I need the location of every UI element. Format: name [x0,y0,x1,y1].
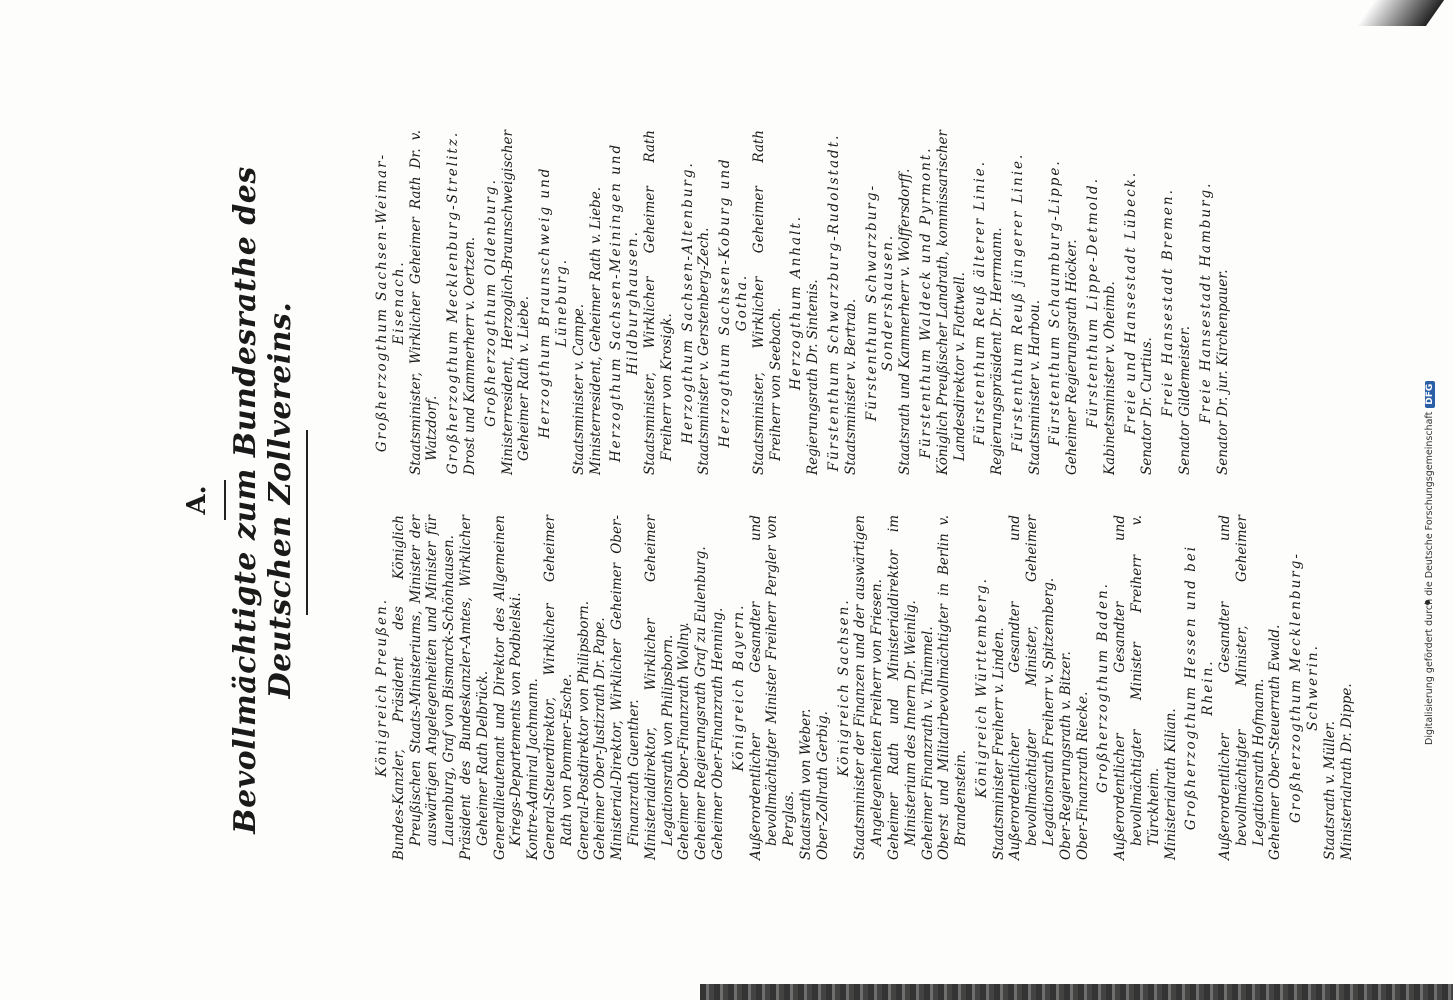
state-heading: Herzogthum Sachsen-Koburg und Gotha. [717,157,750,448]
delegate-entry: Ministerialrath Dr. Dippe. [1338,683,1355,860]
delegate-entry: Geheimer Ober-Steuerrath Ewald. [1267,624,1284,860]
dfg-logo: DFG [1425,381,1435,408]
state-heading: Königreich Bayern. [730,603,747,772]
delegate-entry: Staatsminister v. Harbou. [1026,300,1043,475]
delegate-entry: Oberst und Militairbevollmächtigter in Berlin v. Brandenstein. [936,515,970,860]
delegate-entry: Staatsminister Freiherr v. Linden. [990,627,1007,860]
state-heading: Großherzogthum Hessen und bei Rhein. [1183,544,1217,831]
delegate-entry: Staatsminister v. Campe. [570,303,587,475]
delegate-entry: Außerordentlicher Gesandter und bevollmächtigter Minister, Geheimer Legationsrath Hofmann. [1217,515,1267,860]
delegate-entry: Staatsminister v. Bertrab. [842,298,859,475]
delegate-entry: Geheimer Finanzrath v. Thümmel. [919,626,936,860]
delegate-entry: Geheimer Ober-Finanzrath Henning. [709,607,726,860]
delegate-entry: Ober-Regierungsrath v. Bitzer. [1057,651,1074,860]
section-letter: A. [182,485,212,515]
state-heading: Freie Hansestadt Bremen. [1160,188,1177,417]
delegate-entry: Ministerial-Direktor, Wirklicher Geheimer Ober-Finanzrath Guenther. [609,515,642,860]
delegate-entry: Regierungsrath Dr. Sintenis. [805,279,822,475]
delegate-entry: Staatsminister der Finanzen und der auswärtigen Angelegenheiten Freiherr von Friesen. [852,515,886,860]
heading-rule [224,480,226,520]
state-heading: Fürstenthum Lippe-Detmold. [1085,177,1102,428]
delegate-entry: General-Postdirektor von Philipsborn. [575,601,592,860]
delegate-entry: Staatsrath v. Müller. [1321,720,1338,860]
state-heading: Fürstenthum Schwarzburg-Rudolstadt. [825,133,842,472]
state-heading: Herzogthum Braunschweig und Lüneburg. [537,166,570,439]
delegate-entry: Geheimer Regierungsrath Höcker. [1064,239,1081,475]
delegate-entry: Ministerialrath Kilian. [1162,708,1179,860]
state-heading: Herzogthum Sachsen-Meiningen und Hildburghausen. [608,142,642,463]
delegate-entry: Geheimer Rath und Ministerialdirektor im Ministerium des Innern Dr. Weinlig. [885,515,919,860]
state-heading: Fürstenthum Schwarzburg-Sondershausen. [863,183,897,422]
state-heading: Königreich Württemberg. [973,577,990,798]
delegate-entry: Präsident des Bundeskanzler-Amtes, Wirklicher Geheimer Rath Delbrück. [457,515,491,860]
title-rule [306,430,308,615]
state-heading: Freie und Hansestadt Lübeck. [1122,170,1139,435]
delegate-entry: Kontre-Admiral Jachmann. [525,678,542,860]
delegate-entry: Staatsminister, Wirklicher Geheimer Rath Freiherr von Seebach. [750,130,784,475]
delegate-entry: Ministerialdirektor, Wirklicher Geheimer Legationsrath von Philipsborn. [642,515,676,860]
delegate-entry: Ministerresident, Geheimer Rath v. Liebe. [587,186,604,475]
delegate-entry: Staatsminister, Wirklicher Geheimer Rath Dr. v. Watzdorf. [407,130,441,475]
state-heading: Fürstenthum Reuß älterer Linie. [972,159,989,446]
delegate-entry: Außerordentlicher Gesandter und bevollmächtigter Minister, Geheimer Legationsrath Freiherr v. Spitzemberg. [1007,515,1058,860]
state-heading: Großherzogthum Baden. [1095,582,1112,793]
state-heading: Freie Hansestadt Hamburg. [1197,181,1214,424]
state-heading: Fürstenthum Reuß jüngerer Linie. [1009,152,1026,453]
delegate-entry: Staatsrath und Kammerherr v. Wolffersdorff. [897,168,914,475]
delegate-entry: Ministerresident, Herzoglich-Braunschweigischer Geheimer Rath v. Liebe. [499,130,533,475]
footer-text: Digitalisierung gefördert durch die Deutsche Forschungsgemeinschaft [1424,411,1435,745]
state-heading: Herzogthum Sachsen-Altenburg. [679,161,696,444]
delegate-entry: Geheimer Ober-Finanzrath Wollny. [676,622,693,860]
state-heading: Großherzogthum Mecklenburg-Schwerin. [1288,552,1322,823]
right-column [370,130,1231,475]
state-heading: Fürstenthum Schaumburg-Lippe. [1047,159,1064,446]
delegate-entry: Kabinetsminister v. Oheimb. [1101,281,1118,475]
delegate-entry: Senator Gildemeister. [1177,325,1194,475]
delegate-entry: Staatsminister v. Gerstenberg-Zech. [696,227,713,475]
delegate-entry: Ober-Finanzrath Riecke. [1074,691,1091,860]
delegate-entry: General-Steuerdirektor, Wirklicher Geheimer Rath von Pommer-Esche. [541,515,575,860]
state-heading: Herzogthum Anhalt. [788,214,805,391]
delegate-entry: Drost und Kammerherr v. Oertzen. [461,236,478,475]
delegate-entry: Regierungspräsident Dr. Herrmann. [989,227,1006,475]
state-heading: Königreich Sachsen. [835,598,852,777]
delegate-entry: Geheimer Ober-Justizrath Dr. Pape. [592,617,609,860]
state-heading: Großherzogthum Sachsen-Weimar-Eisenach. [374,152,407,453]
delegate-entry: Generallieutenant und Direktor des Allgemeinen Kriegs-Departements von Podbielski. [491,515,525,860]
state-heading: Großherzogthum Mecklenburg-Strelitz. [445,130,462,475]
footer-credit [1424,25,1435,745]
delegate-entry: Senator Dr. jur. Kirchenpauer. [1214,269,1231,475]
left-column [370,515,1355,860]
delegate-entry: Außerordentlicher Gesandter und bevollmächtigter Minister Freiherr v. Türckheim. [1112,515,1162,860]
delegate-entry: Staatsminister, Wirklicher Geheimer Rath Freiherr von Krosigk. [641,130,675,475]
state-heading: Fürstenthum Waldeck und Pyrmont. [917,146,934,459]
delegate-entry: Senator Dr. Curtius. [1139,337,1156,475]
delegate-entry: Geheimer Regierungsrath Graf zu Eulenburg. [693,546,710,860]
page-title: Bevollmächtigte zum Bundesrathe des Deutschen Zollvereins. [228,166,298,834]
state-heading: Königreich Preußen. [374,597,390,778]
delegate-entry: Königlich Preußischer Landrath, kommissarischer Landesdirektor v. Flottwell. [934,130,968,475]
delegate-entry: Staatsrath von Weber. [797,708,814,860]
delegate-entry: Bundes-Kanzler, Präsident des Königlich Preußischen Staats-Ministeriums, Minister der auswärtigen Angelegenheiten und Minister für Lauenburg, Graf von Bismarck-Schönhausen. [390,515,458,860]
state-heading: Großherzogthum Oldenburg. [482,178,499,427]
delegate-entry: Ober-Zollrath Gerbig. [814,711,831,860]
delegate-entry: Außerordentlicher Gesandter und bevollmächtigter Minister Freiherr Pergler von Perglas. [747,515,798,860]
